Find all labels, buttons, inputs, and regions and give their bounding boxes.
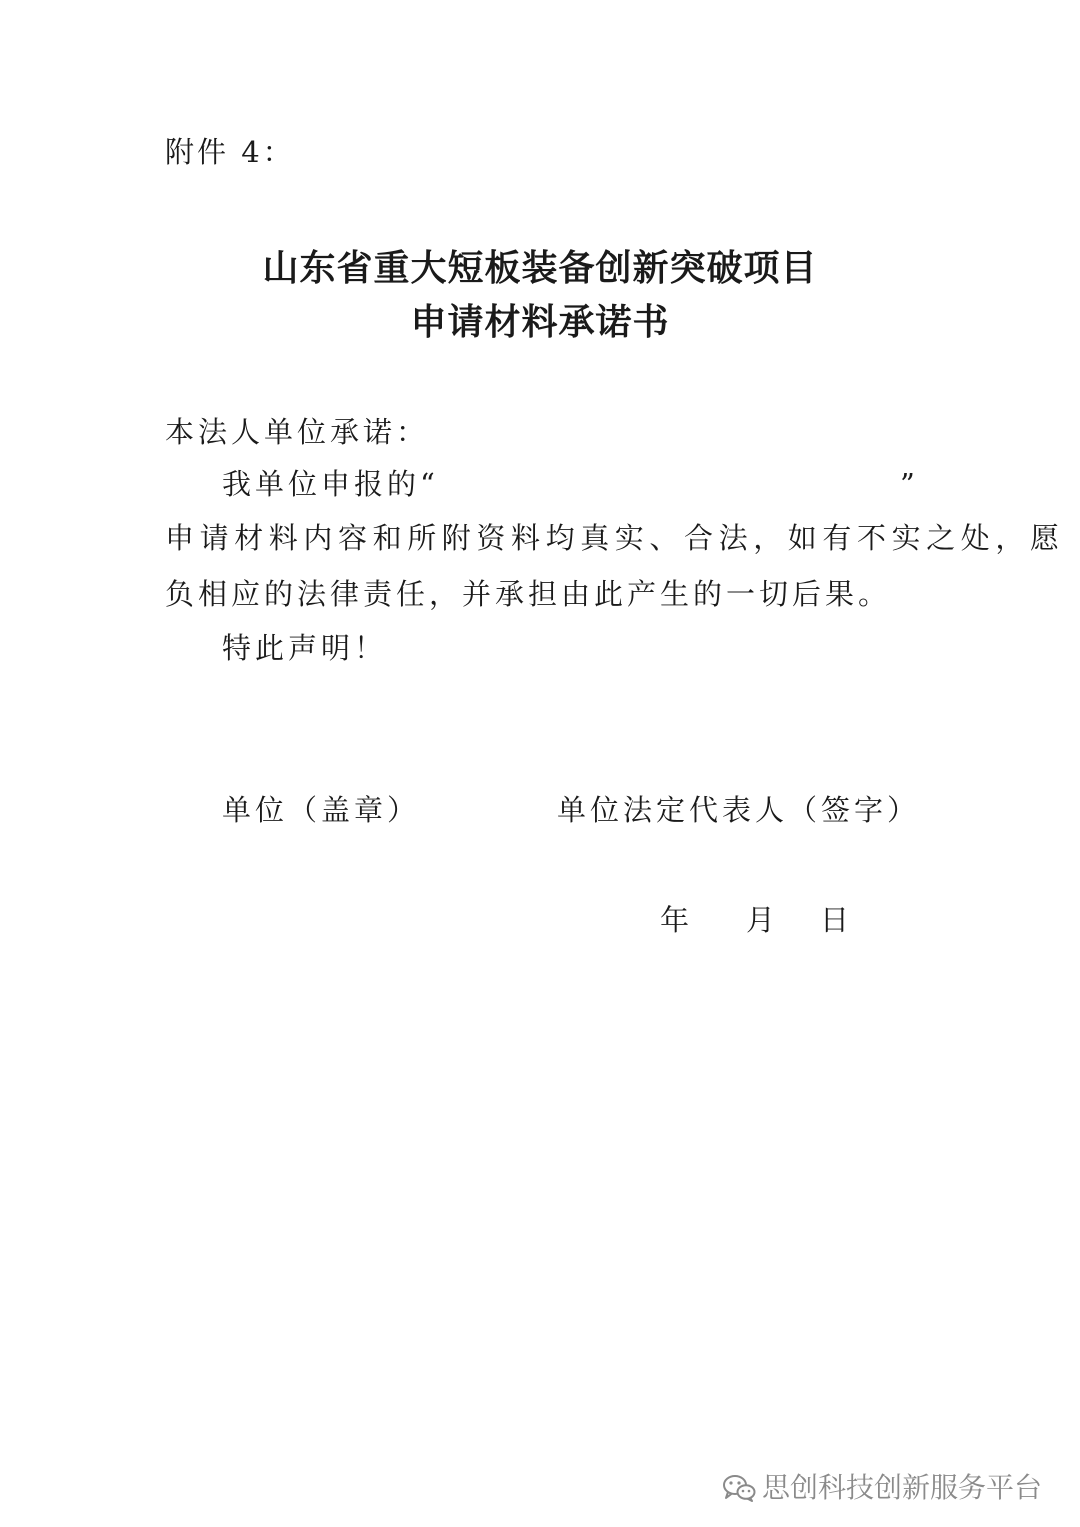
- wechat-official-account-icon: [722, 1474, 756, 1502]
- content-line-1: 申请材料内容和所附资料均真实、合法，如有不实之处，愿: [165, 521, 1065, 555]
- document-title-line2: 申请材料承诺书: [410, 302, 670, 343]
- unit-seal-label: 单位（盖章）: [222, 793, 421, 827]
- declaration: 特此声明！: [222, 631, 388, 665]
- watermark-text: 思创科技创新服务平台: [761, 1471, 1042, 1504]
- date-month-label: 月: [746, 903, 780, 937]
- promise-intro: 本法人单位承诺：: [165, 415, 430, 449]
- date-day-label: 日: [820, 903, 854, 937]
- date-year-label: 年: [660, 903, 694, 937]
- document-title-line1: 山东省重大短板装备创新突破项目: [262, 248, 818, 289]
- content-line-2: 负相应的法律责任，并承担由此产生的一切后果。: [165, 577, 892, 611]
- watermark: [722, 1470, 1042, 1506]
- project-name-open: 我单位申报的“: [222, 467, 439, 501]
- project-name-close: ”: [900, 467, 919, 501]
- legal-representative-sign-label: 单位法定代表人（签字）: [557, 793, 921, 827]
- attachment-label: 附件 4：: [165, 135, 295, 169]
